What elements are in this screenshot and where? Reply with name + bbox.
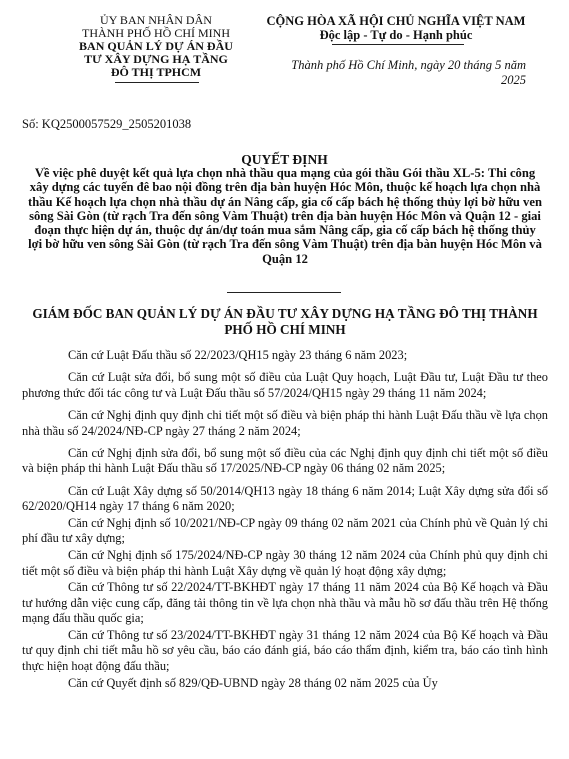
document-subject: Về việc phê duyệt kết quả lựa chọn nhà thầu qua mạng của gói thầu Gói thầu XL-5: Thi công xây dựng các tuyến đê bao nội đồng trên địa bàn huyện Hóc Môn, thuộc kế hoạch lựa chọn nhà thầu Kế hoạch lựa chọn nhà thầu dự án Nâng cấp, gia cố cấp bách hệ thống thủy lợi bờ hữu ven sông Sài Gòn (từ rạch Tra đến sông Vàm Thuật) trên địa bàn huyện Hóc Môn và Quận 12 - giai đoạn thực hiện dự án, thuộc dự án/dự toán mua sắm Nâng cấp, gia cố cấp bách hệ thống thủy lợi bờ hữu ven sông Sài Gòn (từ rạch Tra đến sông Vàm Thuật) trên địa bàn huyện Hóc Môn và Quận 12	[28, 166, 542, 266]
legal-bases	[22, 348, 548, 692]
director-title: GIÁM ĐỐC BAN QUẢN LÝ DỰ ÁN ĐẦU TƯ XÂY DỰNG HẠ TẦNG ĐÔ THỊ THÀNH PHỐ HỒ CHÍ MINH	[32, 306, 538, 337]
agency-divider	[115, 82, 199, 83]
issue-date-line-2: 2025	[501, 73, 526, 87]
legal-basis-paragraph: Căn cứ Thông tư số 23/2024/TT-BKHĐT ngày 31 tháng 12 năm 2024 của Bộ Kế hoạch và Đầu tư quy định chi tiết mẫu hồ sơ yêu cầu, báo cáo đánh giá, báo cáo thẩm định, kiểm tra, báo cáo tình hình thực hiện hoạt động đấu thầu;	[22, 627, 548, 674]
motto-divider	[332, 44, 464, 45]
legal-basis-paragraph: Căn cứ Luật Xây dựng số 50/2014/QH13 ngày 18 tháng 6 năm 2014; Luật Xây dựng sửa đổi số 62/2020/QH14 ngày 17 tháng 6 năm 2020;	[22, 483, 548, 514]
motto: Độc lập - Tự do - Hạnh phúc	[319, 28, 473, 42]
nation-name: CỘNG HÒA XÃ HỘI CHỦ NGHĨA VIỆT NAM	[266, 14, 526, 28]
subject-divider	[227, 292, 341, 293]
national-motto-block	[252, 14, 540, 88]
legal-basis-paragraph: Căn cứ Luật Đấu thầu số 22/2023/QH15 ngày 23 tháng 6 năm 2023;	[68, 348, 408, 362]
legal-basis-paragraph: Căn cứ Nghị định số 10/2021/NĐ-CP ngày 09 tháng 02 năm 2021 của Chính phủ về Quản lý chi phí đầu tư xây dựng;	[22, 515, 548, 546]
legal-basis-paragraph: Căn cứ Quyết định số 829/QĐ-UBND ngày 28 tháng 02 năm 2025 của Ủy	[68, 675, 438, 690]
agency-line-5: ĐÔ THỊ TPHCM	[110, 65, 202, 79]
issuing-agency-block	[72, 14, 240, 79]
agency-line-1: ỦY BAN NHÂN DÂN	[100, 13, 212, 27]
legal-basis-paragraph: Căn cứ Nghị định sửa đổi, bổ sung một số điều của các Nghị định quy định chi tiết một số điều và biện pháp thi hành Luật Đấu thầu số 17/2025/NĐ-CP ngày 06 tháng 02 năm 2025;	[22, 445, 548, 476]
legal-basis-paragraph: Căn cứ Thông tư số 22/2024/TT-BKHĐT ngày 17 tháng 11 năm 2024 của Bộ Kế hoạch và Đầu tư hướng dẫn việc cung cấp, đăng tải thông tin về lựa chọn nhà thầu và mẫu hồ sơ đấu thầu trên Hệ thống mạng đấu thầu quốc gia;	[22, 580, 548, 626]
issue-date	[252, 58, 540, 88]
agency-line-4: TƯ XÂY DỰNG HẠ TẦNG	[84, 52, 228, 66]
agency-line-3: BAN QUẢN LÝ DỰ ÁN ĐẦU	[79, 39, 233, 53]
agency-line-2: THÀNH PHỐ HỒ CHÍ MINH	[82, 26, 230, 40]
legal-basis-paragraph: Căn cứ Nghị định quy định chi tiết một số điều và biện pháp thi hành Luật Đấu thầu về lựa chọn nhà thầu số 24/2024/NĐ-CP ngày 27 tháng 2 năm 2024;	[22, 407, 548, 438]
document-title: QUYẾT ĐỊNH	[241, 152, 328, 167]
issue-date-line-1: Thành phố Hồ Chí Minh, ngày 20 tháng 5 năm	[291, 58, 526, 72]
legal-basis-paragraph: Căn cứ Nghị định số 175/2024/NĐ-CP ngày 30 tháng 12 năm 2024 của Chính phủ quy định chi tiết một số điều và biện pháp thi hành Luật Xây dựng về quản lý hoạt động xây dựng;	[22, 547, 548, 578]
document-number: Số: KQ2500057529_2505201038	[22, 117, 192, 131]
legal-basis-paragraph: Căn cứ Luật sửa đổi, bổ sung một số điều của Luật Quy hoạch, Luật Đầu tư, Luật Đầu tư theo phương thức đối tác công tư và Luật Đấu thầu số 57/2024/QH15 ngày 29 tháng 11 năm 2024;	[22, 370, 548, 400]
